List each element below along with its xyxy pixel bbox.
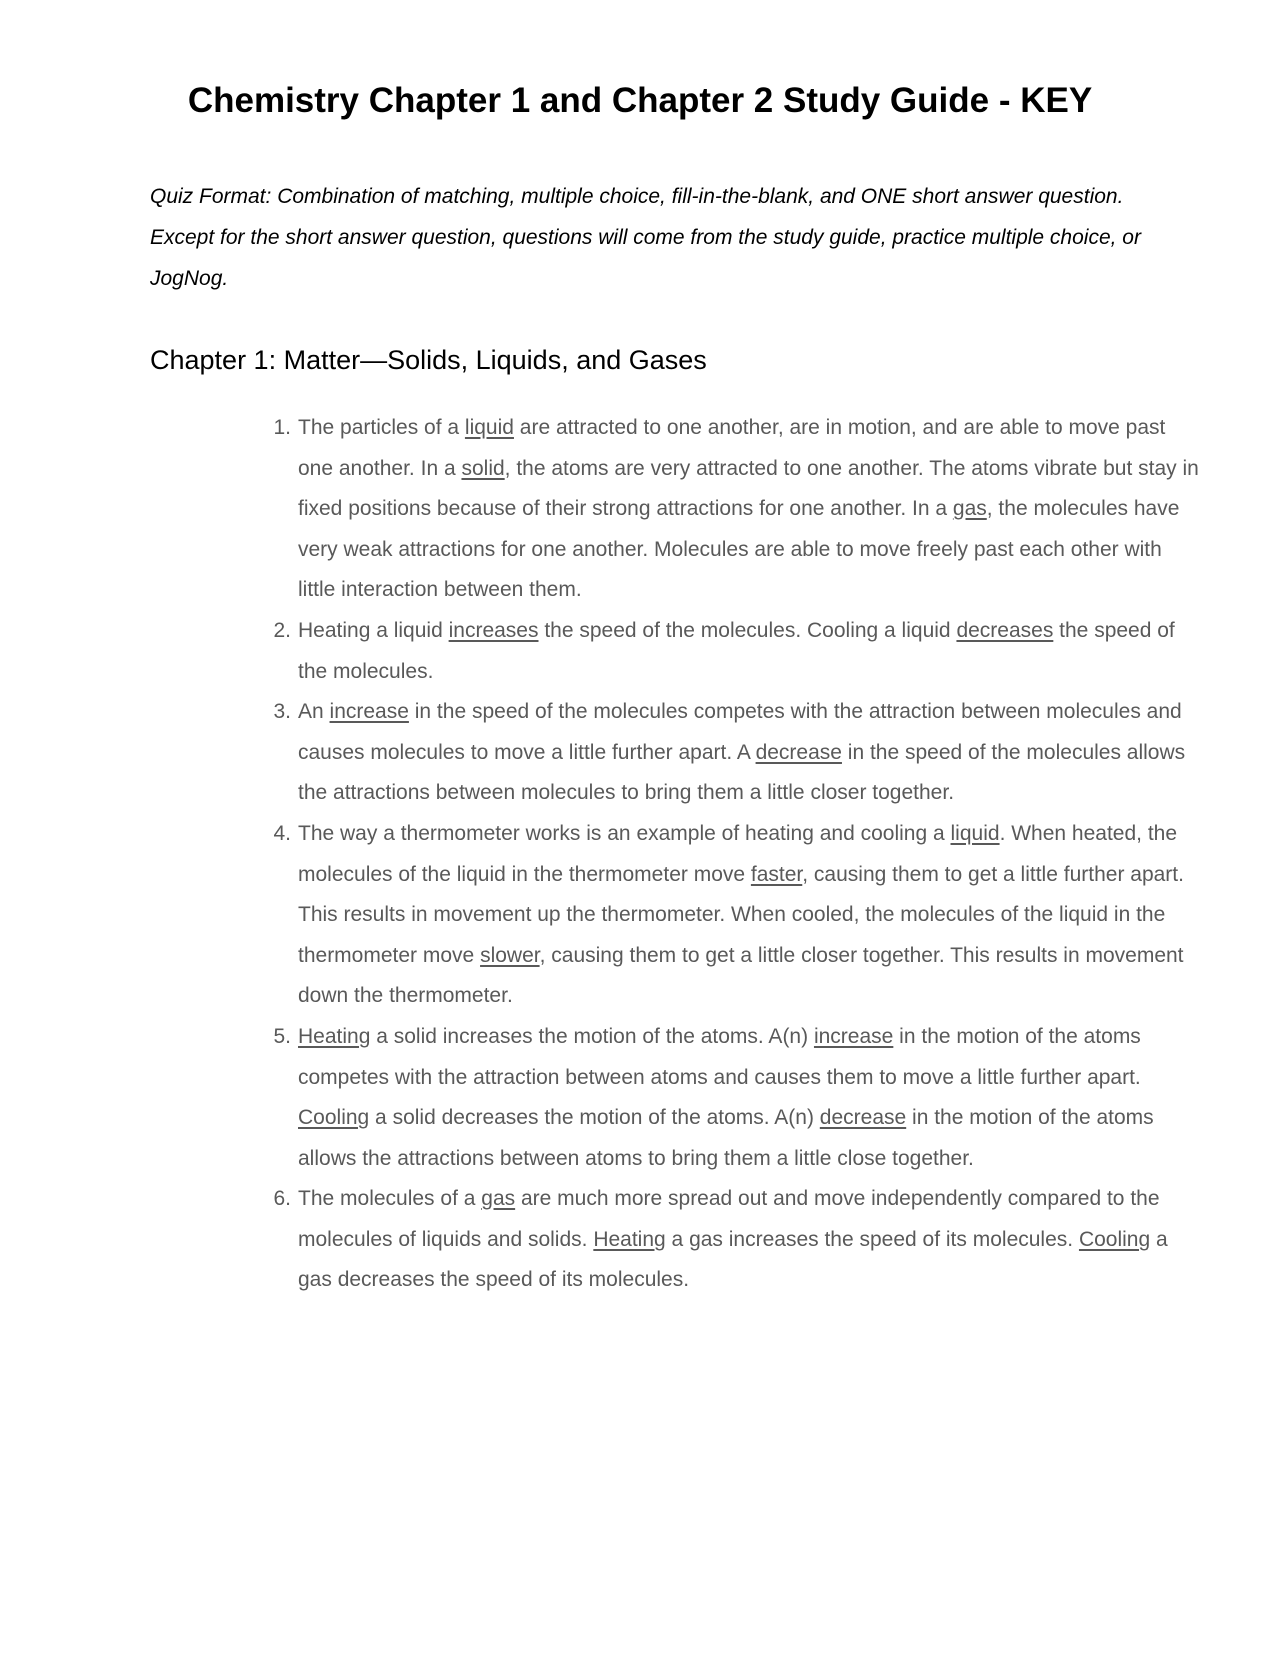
item-text: a solid increases the motion of the atoms. A(n) [370,1024,814,1048]
list-item-number: 6. [273,1187,291,1211]
list-item [250,611,1200,692]
answer-blank: faster [750,862,803,886]
answer-blank: solid [461,456,505,480]
list-item-number: 5. [273,1024,291,1048]
item-text: are attracted to one another, are in motion, and are able to move past one another. In a [298,416,1166,480]
item-text: The particles of a [298,416,465,439]
item-text: , causing them to get a little further apart. This results in movement up the thermometer. When cooled, the molecules of the liquid in the thermometer move [298,862,1184,967]
list-item [250,692,1200,814]
item-text: a solid decreases the motion of the atoms. A(n) [369,1106,820,1130]
item-text: Heating a liquid [298,618,449,642]
list-item-number: 3. [273,700,291,724]
list-item-number: 4. [273,821,291,845]
list-item [250,1179,1200,1301]
list-item-number: 2. [273,618,291,642]
answer-blank: slower [480,943,540,967]
item-text: An [298,700,330,724]
list-item [250,1017,1200,1179]
list-item [250,408,1200,611]
item-text: a gas decreases the speed of its molecules. [298,1227,1168,1292]
answer-blank: gas [952,497,987,521]
answer-blank: Cooling [298,1106,370,1130]
item-text: in the motion of the atoms competes with the attraction between atoms and causes them to move a little further apart. [298,1024,1141,1089]
item-text: The molecules of a [298,1187,482,1211]
answer-blank: decrease [819,1106,907,1130]
answer-blank: gas [481,1187,516,1211]
item-text: in the speed of the molecules allows the attractions between molecules to bring them a little closer together. [298,740,1186,805]
document-title: Chemistry Chapter 1 and Chapter 2 Study Guide - KEY [187,81,1093,120]
quiz-format-note: Quiz Format: Combination of matching, multiple choice, fill-in-the-blank, and ONE short answer question. Except for the short answer question, questions will come from the study guide, practice multiple choice, or JogNog. [150,185,1141,290]
item-text: in the motion of the atoms allows the attractions between atoms to bring them a little close together. [298,1106,1154,1170]
item-text: the speed of the molecules. Cooling a liquid [538,618,957,642]
item-text: The way a thermometer works is an example of heating and cooling a [298,821,951,845]
item-text: , causing them to get a little closer together. This results in movement down the thermometer. [298,943,1184,1008]
list-item-number: 1. [273,416,291,439]
answer-blank: Heating [298,1024,371,1048]
answer-blank: increase [329,700,409,724]
item-text: a gas increases the speed of its molecules. [665,1227,1079,1251]
item-text: in the speed of the molecules competes with the attraction between molecules and causes molecules to move a little further apart. A [298,700,1182,764]
answer-blank: liquid [464,416,514,439]
item-text: , the molecules have very weak attractions for one another. Molecules are able to move freely past each other with little interaction between them. [298,497,1180,602]
item-text: the speed of the molecules. [298,618,1175,683]
answer-blank: decrease [755,740,842,764]
answer-blank: increases [448,618,539,642]
answer-blank: increase [813,1024,894,1048]
answer-blank: decreases [956,618,1054,642]
answer-blank: Cooling [1078,1227,1151,1251]
study-guide-list [250,408,1200,1301]
answer-blank: Heating [593,1227,666,1251]
list-item [250,814,1200,1017]
answer-blank: liquid [950,821,1000,845]
chapter-heading: Chapter 1: Matter—Solids, Liquids, and Gases [150,345,707,375]
item-text: , the atoms are very attracted to one another. The atoms vibrate but stay in fixed positions because of their strong attractions for one another. In a [298,456,1199,521]
item-text: are much more spread out and move independently compared to the molecules of liquids and solids. [298,1187,1160,1251]
item-text: . When heated, the molecules of the liquid in the thermometer move [298,821,1178,886]
